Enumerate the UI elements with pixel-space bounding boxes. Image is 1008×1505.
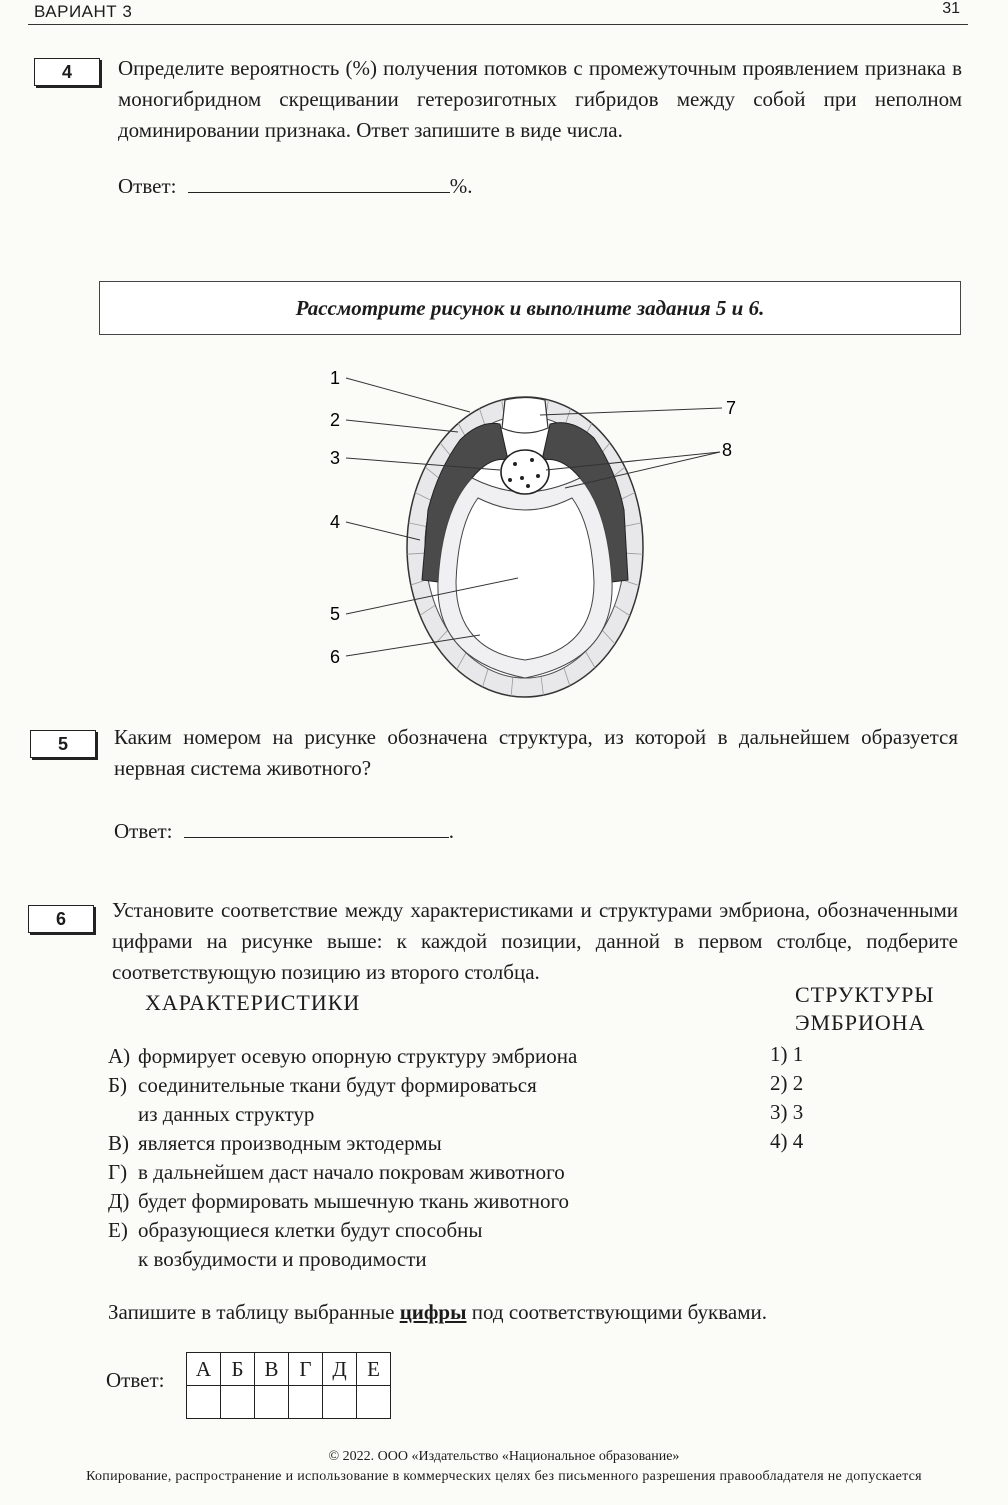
task-5-answer [114,815,454,844]
copyright-line: © 2022. ООО «Издательство «Национальное образование» [328,1449,680,1464]
variant-header: ВАРИАНТ 3 [34,2,133,21]
task-4-text: Определите вероятность (%) получения потомков с промежуточным проявлением признака в моногибридном скрещивании гетерозиготных гибридов между собой при неполном доминировании признака. Ответ запишите в виде числа. [118,56,962,142]
task-4-answer-suffix: %. [449,174,473,198]
answer-cell-a[interactable] [187,1386,221,1419]
instruction-digits-emphasis: цифры [399,1300,467,1324]
task-6-answer-label: Ответ: [106,1368,165,1392]
structures-list [770,1040,803,1156]
figure-label-4: 4 [330,512,341,532]
answer-cell-v[interactable] [255,1386,289,1419]
task-6-text: Установите соответствие между характеристиками и структурами эмбриона, обозначенными цифрами на рисунке выше: к каждой позиции, данной в первом столбце, подберите соответствующую позицию из второго столбца. [112,898,958,984]
figure-label-8: 8 [722,440,733,460]
structure-option-2: 2) 2 [770,1071,804,1095]
task-4-number-box: 4 [34,58,100,86]
task-6-number-box: 6 [28,905,94,933]
characteristics-heading: ХАРАКТЕРИСТИКИ [145,990,361,1015]
figure-label-5: 5 [330,604,341,624]
task-5-number-box: 5 [30,730,96,758]
task-4-answer-label: Ответ: [118,174,177,198]
answer-header-v: В [255,1353,289,1386]
figure-label-6: 6 [330,647,341,667]
answer-table-input-row [187,1386,391,1419]
answer-header-b: Б [221,1353,255,1386]
embryo-figure [310,360,760,700]
task-6-answer-table [186,1352,391,1419]
structure-option-3: 3) 3 [770,1100,804,1124]
answer-cell-d[interactable] [323,1386,357,1419]
task-5-answer-suffix: . [448,819,454,843]
characteristic-g: Г) в дальнейшем даст начало покровам животного [108,1160,565,1184]
characteristic-b: Б) соединительные ткани будут формироваться [108,1073,537,1097]
task-4-answer [118,170,472,199]
answer-cell-g[interactable] [289,1386,323,1419]
answer-header-d: Д [323,1353,357,1386]
characteristic-e: Е) образующиеся клетки будут способны [108,1218,483,1242]
page-number: 31 [942,0,960,17]
structures-heading-line1: СТРУКТУРЫ [795,982,935,1007]
characteristic-b-continued: из данных структур [138,1102,315,1126]
figure-label-2: 2 [330,410,341,430]
header-divider [28,24,968,25]
notochord [501,450,549,494]
task-5-text: Каким номером на рисунке обозначена структура, из которой в дальнейшем образуется нервная система животного? [114,725,958,780]
characteristic-a: А) формирует осевую опорную структуру эмбриона [108,1044,578,1068]
answer-header-a: А [187,1353,221,1386]
task-5-answer-label: Ответ: [114,819,173,843]
characteristic-v: В) является производным эктодермы [108,1131,442,1155]
task-4-answer-field[interactable] [188,170,450,193]
answer-header-e: Е [357,1353,391,1386]
figure-instruction-banner: Рассмотрите рисунок и выполните задания 5 и 6. [99,281,961,335]
figure-label-1: 1 [330,368,341,388]
structure-option-4: 4) 4 [770,1129,804,1153]
characteristic-e-continued: к возбудимости и проводимости [138,1247,427,1271]
answer-cell-e[interactable] [357,1386,391,1419]
figure-label-7: 7 [726,398,737,418]
figure-label-3: 3 [330,448,341,468]
table-instruction: Запишите в таблицу выбранные цифры под соответствующими буквами. [108,1300,767,1324]
answer-cell-b[interactable] [221,1386,255,1419]
copyright-notice: Копирование, распространение и использование в коммерческих целях без письменного разрешения правообладателя не допускается [86,1469,922,1484]
answer-table-header-row [187,1353,391,1386]
characteristics-list [108,1042,728,1274]
task-5-answer-field[interactable] [184,815,449,838]
structure-option-1: 1) 1 [770,1042,804,1066]
characteristic-d: Д) будет формировать мышечную ткань животного [108,1189,570,1213]
answer-header-g: Г [289,1353,323,1386]
structures-heading-line2: ЭМБРИОНА [795,1010,926,1035]
